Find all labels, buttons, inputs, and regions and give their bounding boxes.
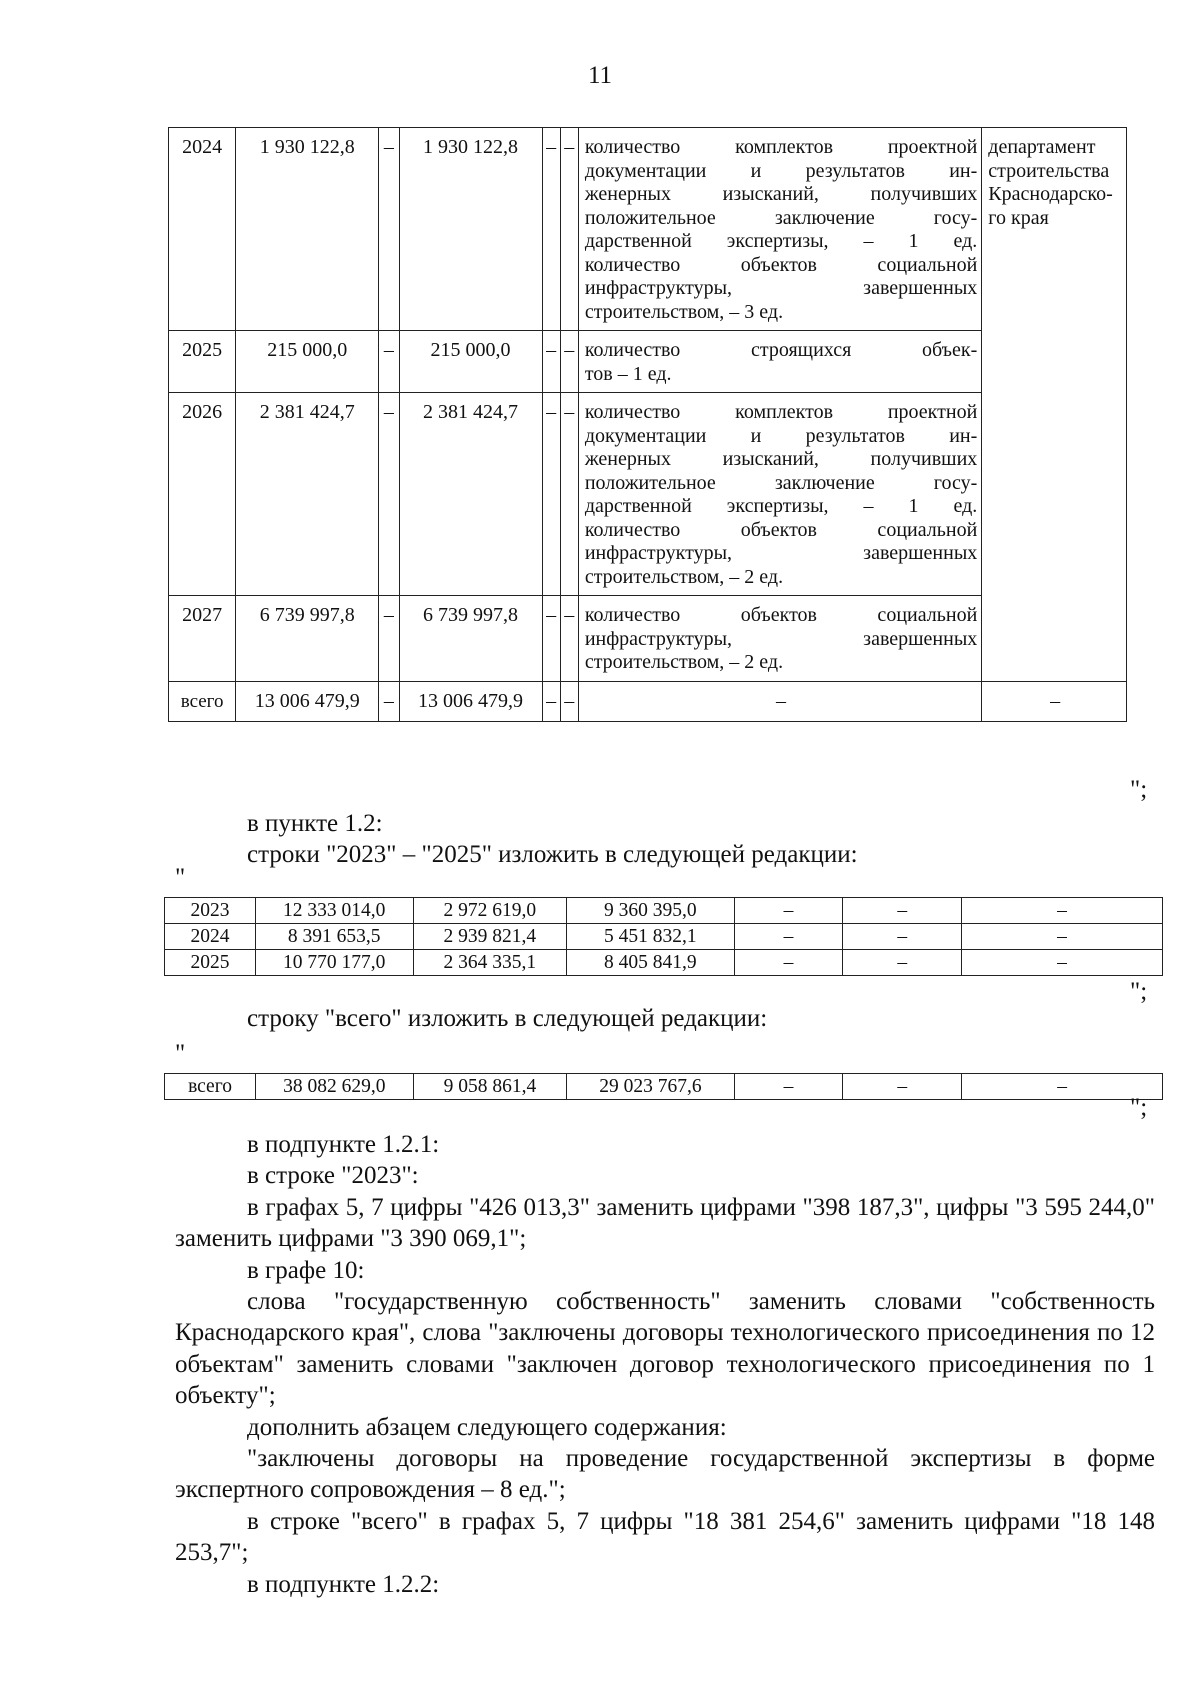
value-cell: – xyxy=(843,950,962,976)
total-table xyxy=(164,1073,1163,1100)
indicator-cell xyxy=(578,393,981,596)
indicator-line: документации и результатов ин- xyxy=(584,159,978,182)
paragraph: строки "2023" – "2025" изложить в следующей редакции: xyxy=(247,841,858,869)
table-row xyxy=(165,950,1163,976)
paragraph: "заключены договоры на проведение государственной экспертизы в форме экспертного сопровождения – 8 ед."; xyxy=(175,1445,1155,1504)
value-cell: 8 405 841,9 xyxy=(567,950,734,976)
paragraph: в подпункте 1.2.1: xyxy=(247,1131,440,1158)
table-row xyxy=(165,898,1163,924)
year-cell: 2024 xyxy=(169,128,236,331)
indicator-line: количество объектов социальной xyxy=(584,253,978,276)
indicator-line: положительное заключение госу- xyxy=(584,206,978,229)
paragraph: в подпункте 1.2.2: xyxy=(247,1570,440,1598)
indicator-line: количество строящихся объек- xyxy=(584,339,978,361)
value-cell: – xyxy=(843,1074,962,1100)
value-cell: 12 333 014,0 xyxy=(255,898,413,924)
value-cell: – xyxy=(379,681,399,722)
value-cell: 1 930 122,8 xyxy=(399,128,542,331)
value-cell: – xyxy=(734,950,843,976)
closing-quote: "; xyxy=(1130,1094,1148,1121)
years-table xyxy=(164,897,1163,976)
value-cell: – xyxy=(542,128,560,331)
year-cell: 2025 xyxy=(165,950,256,976)
value-cell: 2 364 335,1 xyxy=(413,950,567,976)
year-cell: 2024 xyxy=(165,924,256,950)
indicator-line: документации и результатов ин- xyxy=(584,424,978,447)
closing-quote: "; xyxy=(1130,776,1148,803)
indicator-line: дарственной экспертизы, – 1 ед. xyxy=(584,230,978,252)
opening-quote: " xyxy=(175,864,186,891)
value-cell: 9 058 861,4 xyxy=(413,1074,567,1100)
paragraph: в строке "2023": xyxy=(247,1162,419,1190)
indicator-line: количество комплектов проектной xyxy=(584,136,978,158)
section-text-2 xyxy=(175,1003,1155,1034)
value-cell: – xyxy=(379,393,399,596)
opening-quote: " xyxy=(175,1040,186,1067)
paragraph: в пункте 1.2: xyxy=(247,810,383,837)
value-cell: – xyxy=(962,898,1163,924)
paragraph: дополнить абзацем следующего содержания: xyxy=(247,1413,727,1441)
value-cell: – xyxy=(542,681,560,722)
value-cell: 5 451 832,1 xyxy=(567,924,734,950)
value-cell: 2 939 821,4 xyxy=(413,924,567,950)
value-cell: – xyxy=(560,128,578,331)
indicator-cell xyxy=(578,331,981,393)
indicator-line: строительством, – 3 ед. xyxy=(584,300,784,323)
value-cell: – xyxy=(843,898,962,924)
table-row-total xyxy=(165,1074,1163,1100)
paragraph: слова "государственную собственность" заменить словами "собственность Краснодарского края", слова "заключены договоры технологического присоединения по 12 объектам" заменить словами "заключен договор технологического присоединения по 1 объекту"; xyxy=(175,1288,1155,1410)
value-cell: – xyxy=(560,681,578,722)
indicator-line: количество объектов социальной xyxy=(584,518,978,541)
total-cell: 6 739 997,8 xyxy=(236,596,379,682)
year-cell: 2025 xyxy=(169,331,236,393)
value-cell: 215 000,0 xyxy=(399,331,542,393)
indicator-line: инфраструктуры, завершенных xyxy=(584,277,978,299)
value-cell: – xyxy=(734,898,843,924)
value-cell: – xyxy=(379,331,399,393)
table-row-total xyxy=(169,681,1127,722)
value-cell: 6 739 997,8 xyxy=(399,596,542,682)
value-cell: 2 972 619,0 xyxy=(413,898,567,924)
indicator-line: положительное заключение госу- xyxy=(584,471,978,494)
paragraph: в графах 5, 7 цифры "426 013,3" заменить цифрами "398 187,3", цифры "3 595 244,0" заменить цифрами "3 390 069,1"; xyxy=(175,1193,1155,1253)
table-row xyxy=(169,128,1127,331)
value-cell: 29 023 767,6 xyxy=(567,1074,734,1100)
indicator-cell: – xyxy=(578,681,981,722)
executor-cell: департамент строительства Краснодарско-го края xyxy=(982,128,1127,682)
indicator-line: женерных изысканий, получивших xyxy=(584,448,978,470)
paragraph: строку "всего" изложить в следующей редакции: xyxy=(247,1005,768,1032)
section-text-3 xyxy=(175,1129,1155,1600)
year-cell: 2027 xyxy=(169,596,236,682)
year-cell: 2023 xyxy=(165,898,256,924)
closing-quote: "; xyxy=(1130,978,1148,1005)
total-cell: 2 381 424,7 xyxy=(236,393,379,596)
indicator-line: количество комплектов проектной xyxy=(584,401,978,423)
value-cell: – xyxy=(542,331,560,393)
indicator-line: инфраструктуры, завершенных xyxy=(584,627,978,650)
indicator-line: количество объектов социальной xyxy=(584,604,978,626)
value-cell: 8 391 653,5 xyxy=(255,924,413,950)
value-cell: 2 381 424,7 xyxy=(399,393,542,596)
value-cell: – xyxy=(962,924,1163,950)
total-cell: 13 006 479,9 xyxy=(236,681,379,722)
total-label-cell: всего xyxy=(169,681,236,722)
value-cell: – xyxy=(560,596,578,682)
executor-cell: – xyxy=(982,681,1127,722)
value-cell: – xyxy=(962,1074,1163,1100)
value-cell: – xyxy=(560,393,578,596)
financing-table xyxy=(168,127,1127,722)
value-cell: – xyxy=(560,331,578,393)
indicator-line: строительством, – 2 ед. xyxy=(584,565,784,588)
value-cell: – xyxy=(734,924,843,950)
value-cell: 13 006 479,9 xyxy=(399,681,542,722)
value-cell: – xyxy=(542,393,560,596)
section-text-1 xyxy=(175,808,1155,871)
indicator-line: женерных изысканий, получивших xyxy=(584,183,978,205)
value-cell: – xyxy=(734,1074,843,1100)
table-row xyxy=(165,924,1163,950)
year-cell: 2026 xyxy=(169,393,236,596)
value-cell: – xyxy=(542,596,560,682)
indicator-cell xyxy=(578,128,981,331)
indicator-line: тов – 1 ед. xyxy=(584,362,672,385)
value-cell: 38 082 629,0 xyxy=(256,1074,414,1100)
value-cell: 10 770 177,0 xyxy=(255,950,413,976)
indicator-line: дарственной экспертизы, – 1 ед. xyxy=(584,495,978,517)
paragraph: в строке "всего" в графах 5, 7 цифры "18 381 254,6" заменить цифрами "18 148 253,7"; xyxy=(175,1507,1155,1567)
page-number: 11 xyxy=(587,62,613,89)
paragraph: в графе 10: xyxy=(247,1256,365,1284)
indicator-line: инфраструктуры, завершенных xyxy=(584,542,978,564)
indicator-line: строительством, – 2 ед. xyxy=(584,651,784,673)
value-cell: – xyxy=(379,128,399,331)
value-cell: – xyxy=(962,950,1163,976)
total-label-cell: всего xyxy=(165,1074,256,1100)
value-cell: – xyxy=(379,596,399,682)
total-cell: 215 000,0 xyxy=(236,331,379,393)
indicator-cell xyxy=(578,596,981,682)
value-cell: – xyxy=(843,924,962,950)
total-cell: 1 930 122,8 xyxy=(236,128,379,331)
value-cell: 9 360 395,0 xyxy=(567,898,734,924)
